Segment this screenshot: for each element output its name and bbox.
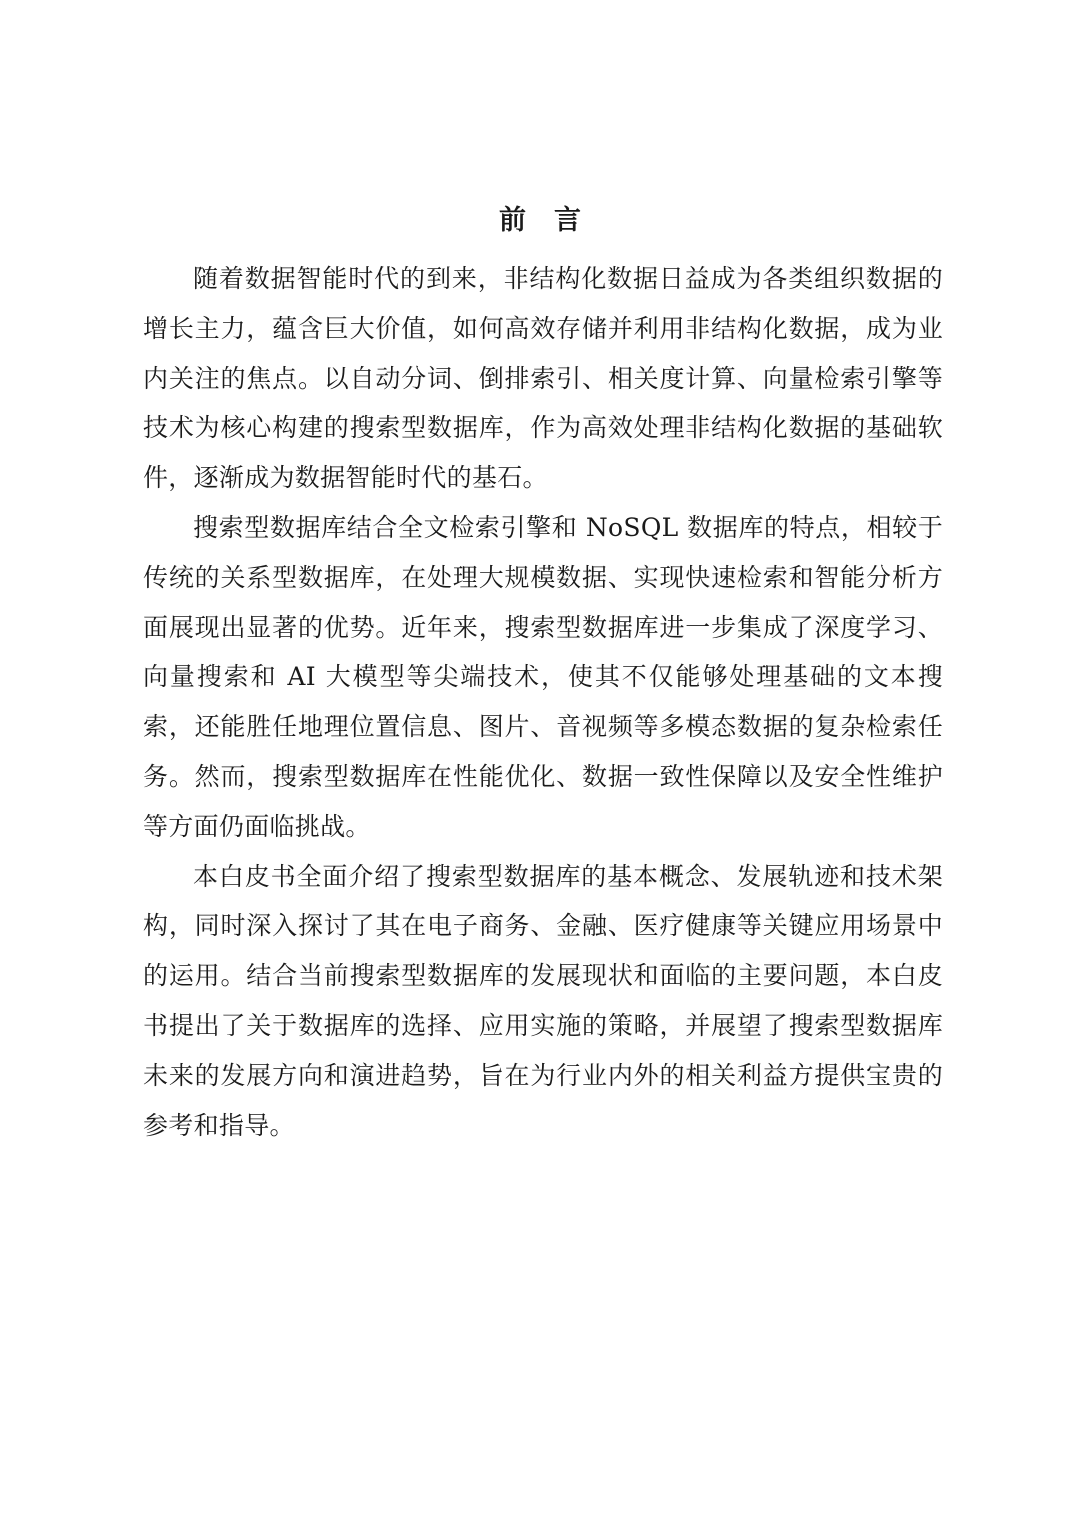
paragraph-3: 本白皮书全面介绍了搜索型数据库的基本概念、发展轨迹和技术架构，同时深入探讨了其在电子商务、金融、医疗健康等关键应用场景中的运用。结合当前搜索型数据库的发展现状和面临的主要问题，本白皮书提出了关于数据库的选择、应用实施的策略，并展望了搜索型数据库未来的发展方向和演进趋势，旨在为行业内外的相关利益方提供宝贵的参考和指导。 xyxy=(143,861,943,1140)
page-title: 前言 xyxy=(499,205,609,236)
paragraph-1: 随着数据智能时代的到来，非结构化数据日益成为各类组织数据的增长主力，蕴含巨大价值，如何高效存储并利用非结构化数据，成为业内关注的焦点。以自动分词、倒排索引、相关度计算、向量检索引擎等技术为核心构建的搜索型数据库，作为高效处理非结构化数据的基础软件，逐渐成为数据智能时代的基石。 xyxy=(143,264,943,493)
paragraph-2: 搜索型数据库结合全文检索引擎和 NoSQL 数据库的特点，相较于传统的关系型数据库，在处理大规模数据、实现快速检索和智能分析方面展现出显著的优势。近年来，搜索型数据库进一步集成了深度学习、向量搜索和 AI 大模型等尖端技术，使其不仅能够处理基础的文本搜索，还能胜任地理位置信息、图片、音视频等多模态数据的复杂检索任务。然而，搜索型数据库在性能优化、数据一致性保障以及安全性维护等方面仍面临挑战。 xyxy=(143,512,943,841)
body-text xyxy=(143,254,943,1150)
